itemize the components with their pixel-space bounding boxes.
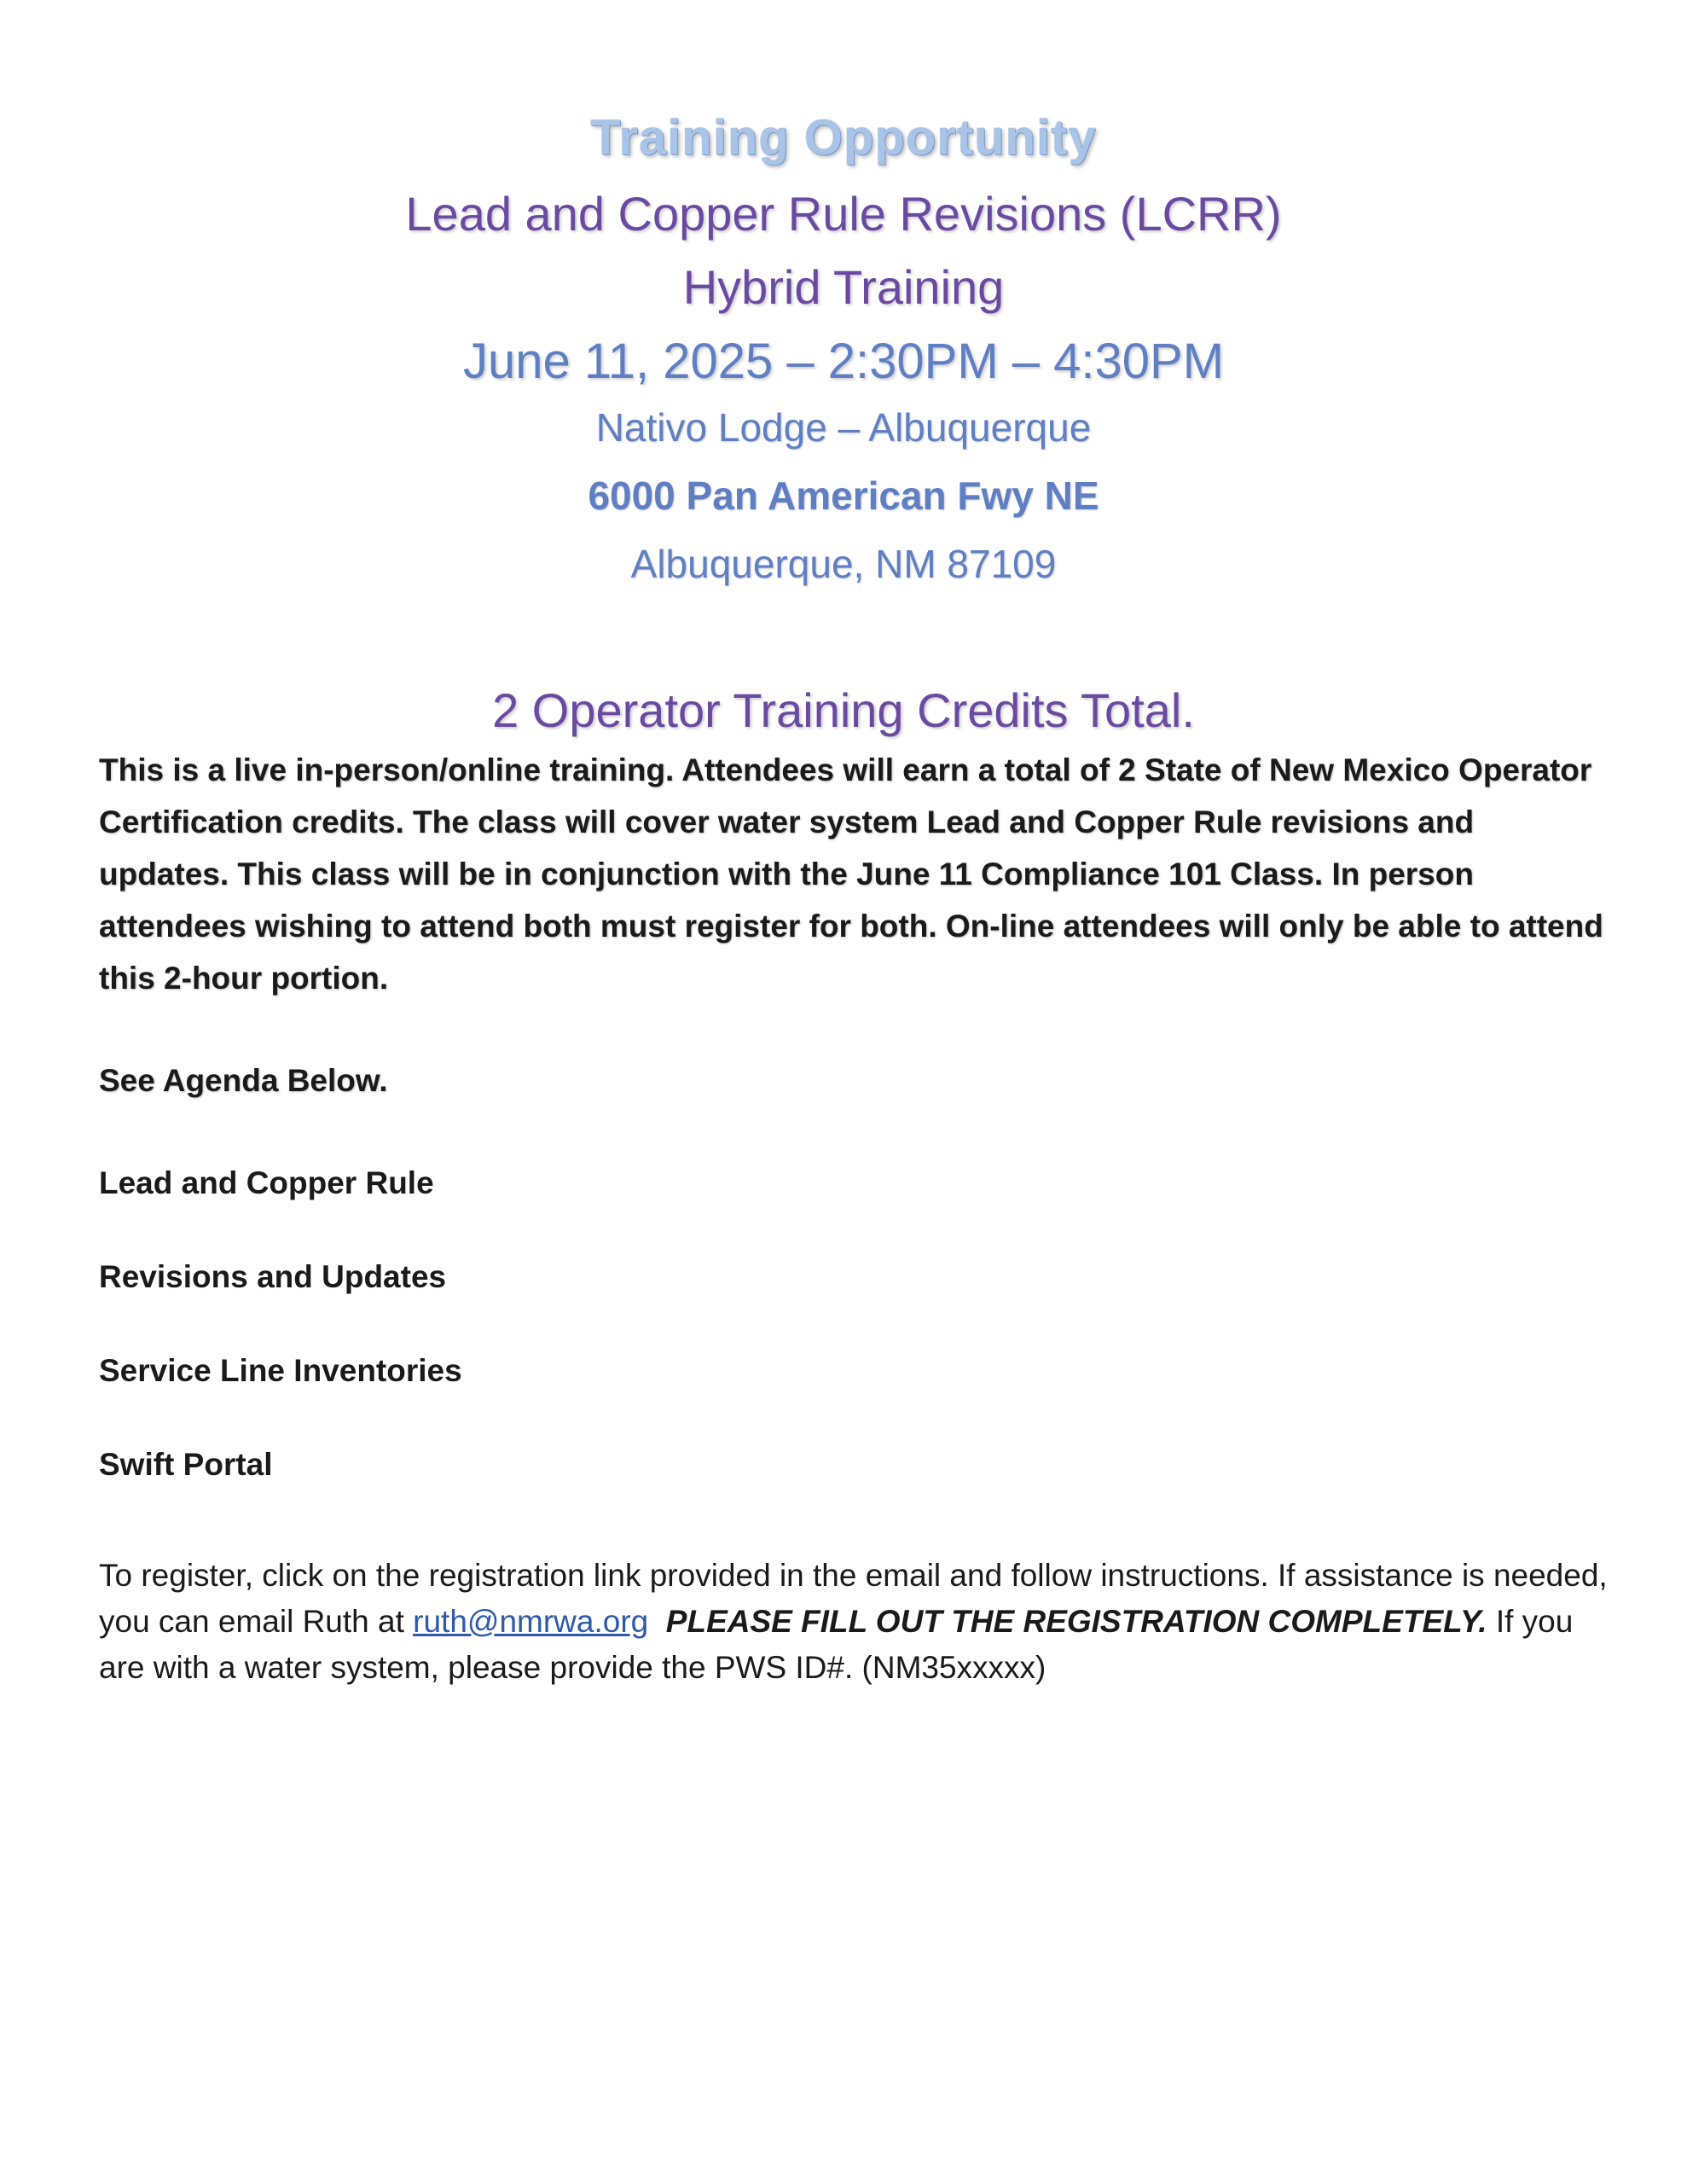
registration-pws-note: If you are with a water system, please provide the PWS ID#. (NM35xxxxx) — [99, 1604, 1574, 1685]
agenda-item: Lead and Copper Rule — [99, 1165, 434, 1200]
agenda-item: Service Line Inventories — [99, 1353, 462, 1388]
page-title: Training Opportunity — [590, 110, 1097, 166]
venue-street-address: 6000 Pan American Fwy NE — [588, 473, 1099, 518]
credits-heading: 2 Operator Training Credits Total. — [492, 683, 1195, 737]
agenda-item: Revisions and Updates — [99, 1259, 447, 1294]
venue-name: Nativo Lodge – Albuquerque — [595, 405, 1092, 450]
agenda-item: Swift Portal — [99, 1447, 273, 1482]
venue-city: Albuquerque, NM 87109 — [630, 542, 1057, 586]
course-title: Lead and Copper Rule Revisions (LCRR) — [405, 187, 1282, 241]
training-format: Hybrid Training — [682, 260, 1005, 314]
registration-paragraph — [99, 1553, 1609, 1691]
registration-emphasis: PLEASE FILL OUT THE REGISTRATION COMPLETELY. — [665, 1604, 1487, 1639]
email-link[interactable]: ruth@nmrwa.org — [413, 1604, 649, 1639]
training-datetime: June 11, 2025 – 2:30PM – 4:30PM — [462, 334, 1225, 389]
registration-text: To register, click on the registration link provided in the email and follow instructions. If assistance is needed, you can email Ruth at — [99, 1558, 1608, 1639]
intro-paragraph: This is a live in-person/online training. Attendees will earn a total of 2 State of New Mexico Operator Certification credits. The class will cover water system Lead and Copper Rule revisions and updates. This class will be in conjunction with the June 11 Compliance 101 Class. In person attendees wishing to attend both must register for both. On-line attendees will only be able to attend this 2-hour portion. — [99, 752, 1603, 996]
agenda-intro: See Agenda Below. — [99, 1063, 388, 1098]
